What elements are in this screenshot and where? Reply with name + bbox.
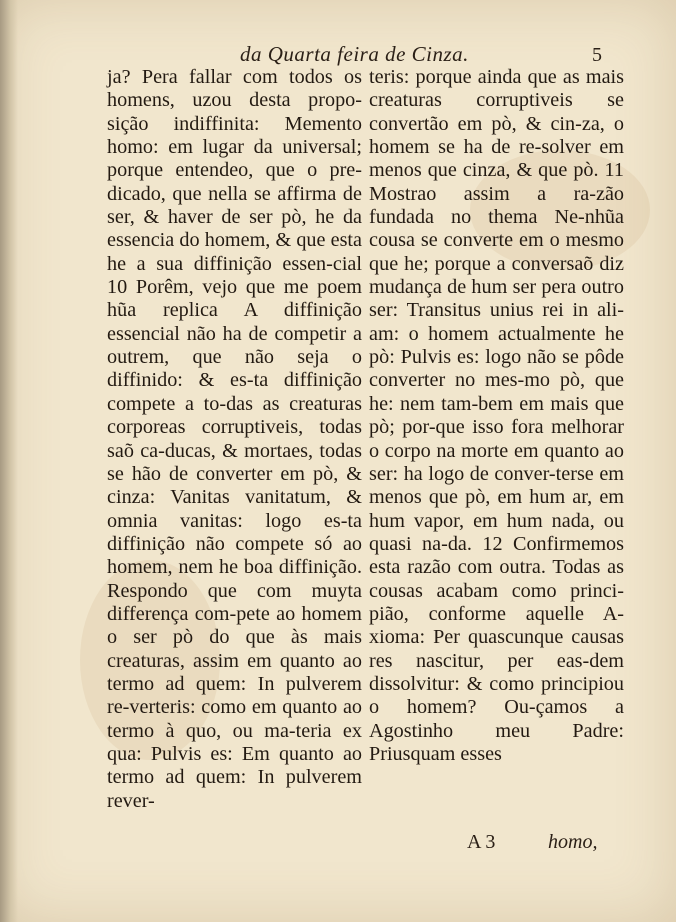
- page-gutter-shadow: [0, 0, 18, 922]
- text-column-left: [107, 66, 362, 813]
- running-head: da Quarta feira de Cinza.: [240, 42, 469, 66]
- left-column-text: ja? Pera fallar com todos os homens, uzou desta propo-sição indiffinita: Memento homo: em lugar da universal; porque entendeo, que o pre-dicado, que nella se affirma de ser, & haver de ser pò, he da essencia do homem, & que esta he a sua diffinição essen-cial 10 Porêm, vejo que me poem hũa replica A diffinição essencial não ha de competir a outrem, que não seja o diffinido: & es-ta diffinição compete a to-das as creaturas corporeas corruptiveis, todas saõ ca-ducas, & mortaes, todas se hão de converter em pò, & cinza: Vanitas vanitatum, & omnia vanitas: logo es-ta diffinição não compete só ao homem, nem he boa diffinição. Respondo que com muyta differença com-pete ao homem o ser pò do que às mais creaturas, assim em quanto ao termo ad quem: In pulverem re-verteris: como em quanto ao termo à quo, ou ma-teria ex qua: Pulvis es: Em quanto ao termo ad quem: In pulverem rever-: [107, 66, 362, 812]
- signature-mark: A 3: [467, 831, 496, 853]
- right-column-text: teris: porque ainda que as mais creaturas corruptiveis se convertão em pò, & cin-za, o homem se ha de re-solver em menos que cinza, & que pò. 11 Mostrao assim a ra-zão fundada no thema Ne-nhũa cousa se converte em o mesmo que he; porque a conversaõ diz mudança de hum ser pera outro ser: Transitus unius rei in ali-am: o homem actualmente he pò: Pulvis es: logo não se pôde converter no mes-mo pò, que he: nem tam-bem em mais que pò; por-que isso fora melhorar o corpo na morte em quanto ao ser: ha logo de conver-terse em menos que pò, em hum ar, em hum vapor, em hum nada, ou quasi na-da. 12 Confirmemos esta razão com outra. Todas as cousas acabam como princi-pião, conforme aquelle A-xioma: Per quascunque causas res nascitur, per eas-dem dissolvitur: & como principiou o homem? Ou-çamos a Agostinho meu Padre: Priusquam esses: [369, 66, 624, 765]
- catchword: homo,: [548, 831, 598, 853]
- text-column-right: [369, 66, 624, 766]
- page-number: 5: [592, 44, 602, 66]
